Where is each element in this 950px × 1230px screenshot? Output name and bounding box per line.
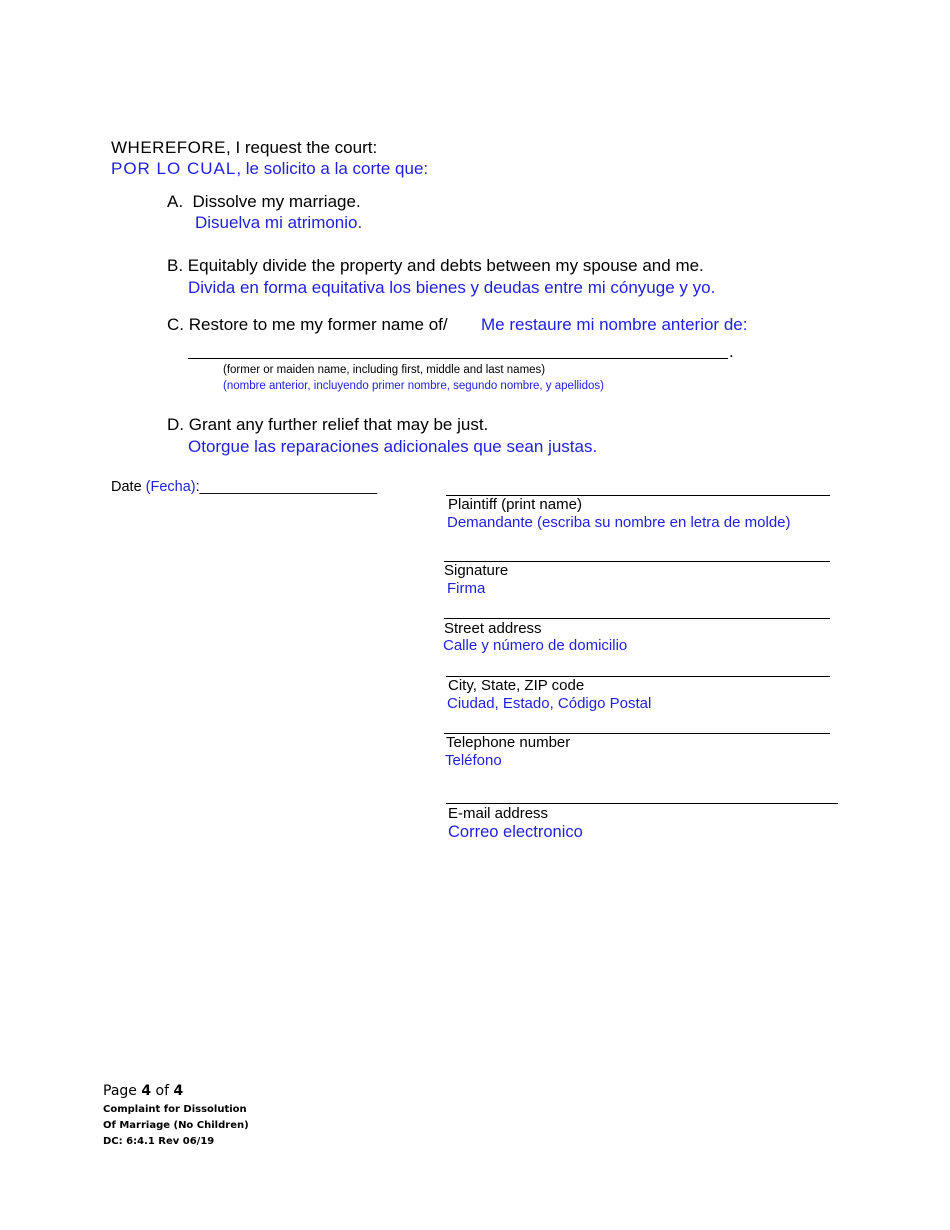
former-name-hint-en: (former or maiden name, including first, middle and last names): [223, 364, 546, 376]
signature-label-en: Signature: [444, 562, 509, 579]
former-name-period: .: [729, 342, 734, 361]
email-line[interactable]: [446, 803, 838, 804]
street-label-en: Street address: [444, 620, 542, 637]
request-c-en: C. Restore to me my former name of/: [167, 315, 448, 334]
street-label-es: Calle y número de domicilio: [443, 637, 628, 654]
date-field[interactable]: Date (Fecha):______________________: [111, 479, 378, 495]
city-label-en: City, State, ZIP code: [448, 677, 585, 694]
request-b-es: Divida en forma equitativa los bienes y deudas entre mi cónyuge y yo.: [188, 278, 716, 297]
phone-label-es: Teléfono: [445, 752, 502, 769]
request-b-en: B. Equitably divide the property and debts between my spouse and me.: [167, 256, 704, 275]
former-name-hint-es: (nombre anterior, incluyendo primer nombre, segundo nombre, y apellidos): [223, 380, 604, 392]
email-label-en: E-mail address: [448, 805, 549, 822]
footer-form-code: DC: 6:4.1 Rev 06/19: [103, 1136, 215, 1147]
date-blank[interactable]: ______________________: [199, 479, 378, 495]
street-line[interactable]: [444, 618, 830, 619]
plaintiff-label-es: Demandante (escriba su nombre en letra de molde): [447, 514, 791, 531]
request-a-en: A. Dissolve my marriage.: [167, 192, 361, 211]
signature-label-es: Firma: [447, 580, 486, 597]
page-number: Page 4 of 4: [103, 1083, 184, 1099]
footer-form-title-2: Of Marriage (No Children): [103, 1120, 249, 1131]
city-label-es: Ciudad, Estado, Código Postal: [447, 695, 652, 712]
request-a-es: Disuelva mi atrimonio.: [195, 213, 363, 232]
email-label-es: Correo electronico: [448, 823, 583, 841]
plaintiff-label-en: Plaintiff (print name): [448, 496, 582, 513]
request-d-es: Otorgue las reparaciones adicionales que sean justas.: [188, 437, 598, 456]
request-d-en: D. Grant any further relief that may be just.: [167, 415, 489, 434]
phone-label-en: Telephone number: [446, 734, 571, 751]
request-c-es: Me restaure mi nombre anterior de:: [481, 315, 748, 334]
footer-form-title-1: Complaint for Dissolution: [103, 1104, 247, 1115]
wherefore-heading-es: POR LO CUAL, le solicito a la corte que:: [111, 159, 429, 178]
wherefore-heading-en: WHEREFORE, I request the court:: [111, 138, 378, 157]
former-name-line[interactable]: [188, 358, 728, 359]
